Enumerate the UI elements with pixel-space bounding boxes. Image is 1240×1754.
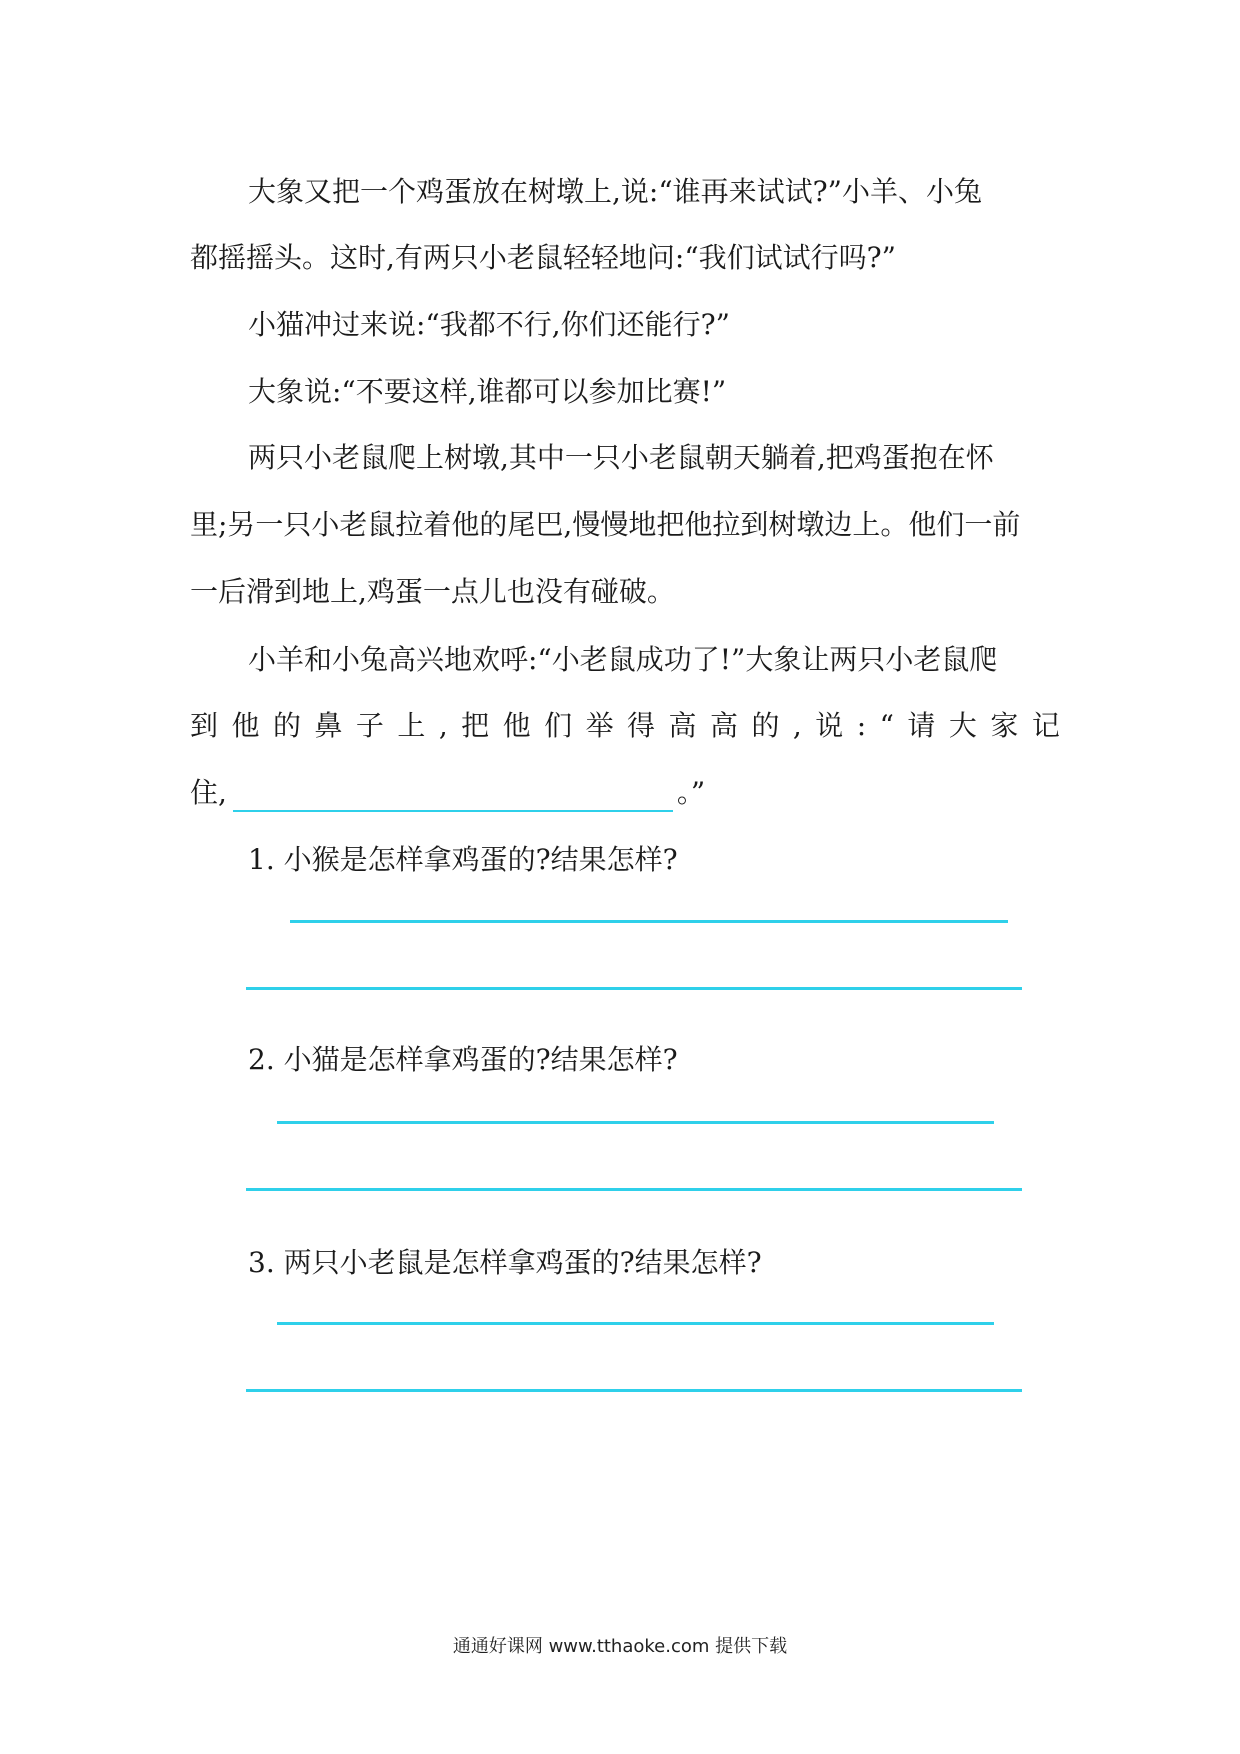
story-p4-line2: 里;另一只小老鼠拉着他的尾巴,慢慢地把他拉到树墩边上。他们一前 [190, 508, 1021, 541]
story-char: 他 [231, 709, 260, 742]
story-char: 鼻 [314, 709, 343, 742]
story-char: : [856, 709, 867, 742]
question-3: 3. 两只小老鼠是怎样拿鸡蛋的?结果怎样? [248, 1246, 762, 1279]
story-char: 上 [397, 709, 426, 742]
story-char: 举 [585, 709, 614, 742]
story-char: 说 [815, 709, 844, 742]
answer-line-q3-2[interactable] [246, 1389, 1022, 1392]
fill-in-blank[interactable] [233, 810, 673, 812]
story-p5-line3-start: 住, [190, 776, 227, 809]
answer-line-q3-1[interactable] [277, 1322, 994, 1325]
story-p3: 大象说:“不要这样,谁都可以参加比赛!” [248, 375, 727, 408]
story-char: 们 [544, 709, 573, 742]
story-char: 家 [990, 709, 1019, 742]
story-p5-line2 [190, 706, 1060, 746]
answer-line-q1-1[interactable] [290, 920, 1008, 923]
question-1: 1. 小猴是怎样拿鸡蛋的?结果怎样? [248, 843, 678, 876]
story-p5-line1: 小羊和小兔高兴地欢呼:“小老鼠成功了!”大象让两只小老鼠爬 [248, 643, 998, 676]
story-char: 大 [948, 709, 977, 742]
story-char: 请 [907, 709, 936, 742]
story-p5-line3-end: 。” [676, 776, 706, 809]
story-p1-line1: 大象又把一个鸡蛋放在树墩上,说:“谁再来试试?”小羊、小兔 [248, 175, 982, 208]
story-p4-line1: 两只小老鼠爬上树墩,其中一只小老鼠朝天躺着,把鸡蛋抱在怀 [248, 441, 994, 474]
answer-line-q2-2[interactable] [246, 1188, 1022, 1191]
story-char: 子 [355, 709, 384, 742]
story-char: 他 [502, 709, 531, 742]
question-2: 2. 小猫是怎样拿鸡蛋的?结果怎样? [248, 1043, 678, 1076]
story-char: 到 [190, 709, 219, 742]
story-p1-line2: 都摇摇头。这时,有两只小老鼠轻轻地问:“我们试试行吗?” [190, 241, 896, 274]
story-char: , [438, 709, 448, 742]
story-char: 记 [1031, 709, 1060, 742]
story-char: “ [879, 709, 894, 742]
story-char: 高 [709, 709, 738, 742]
story-char: 高 [668, 709, 697, 742]
story-p5-line3 [190, 773, 1060, 813]
story-char: 的 [272, 709, 301, 742]
story-p2: 小猫冲过来说:“我都不行,你们还能行?” [248, 308, 730, 341]
story-p5-line2-chars [190, 706, 1060, 746]
story-char: 得 [627, 709, 656, 742]
story-char: , [792, 709, 802, 742]
story-p4-line3: 一后滑到地上,鸡蛋一点儿也没有碰破。 [190, 575, 675, 608]
footer-credit: 通通好课网 www.tthaoke.com 提供下载 [452, 1636, 788, 1657]
story-char: 的 [751, 709, 780, 742]
story-char: 把 [461, 709, 490, 742]
answer-line-q2-1[interactable] [277, 1121, 994, 1124]
answer-line-q1-2[interactable] [246, 987, 1022, 990]
